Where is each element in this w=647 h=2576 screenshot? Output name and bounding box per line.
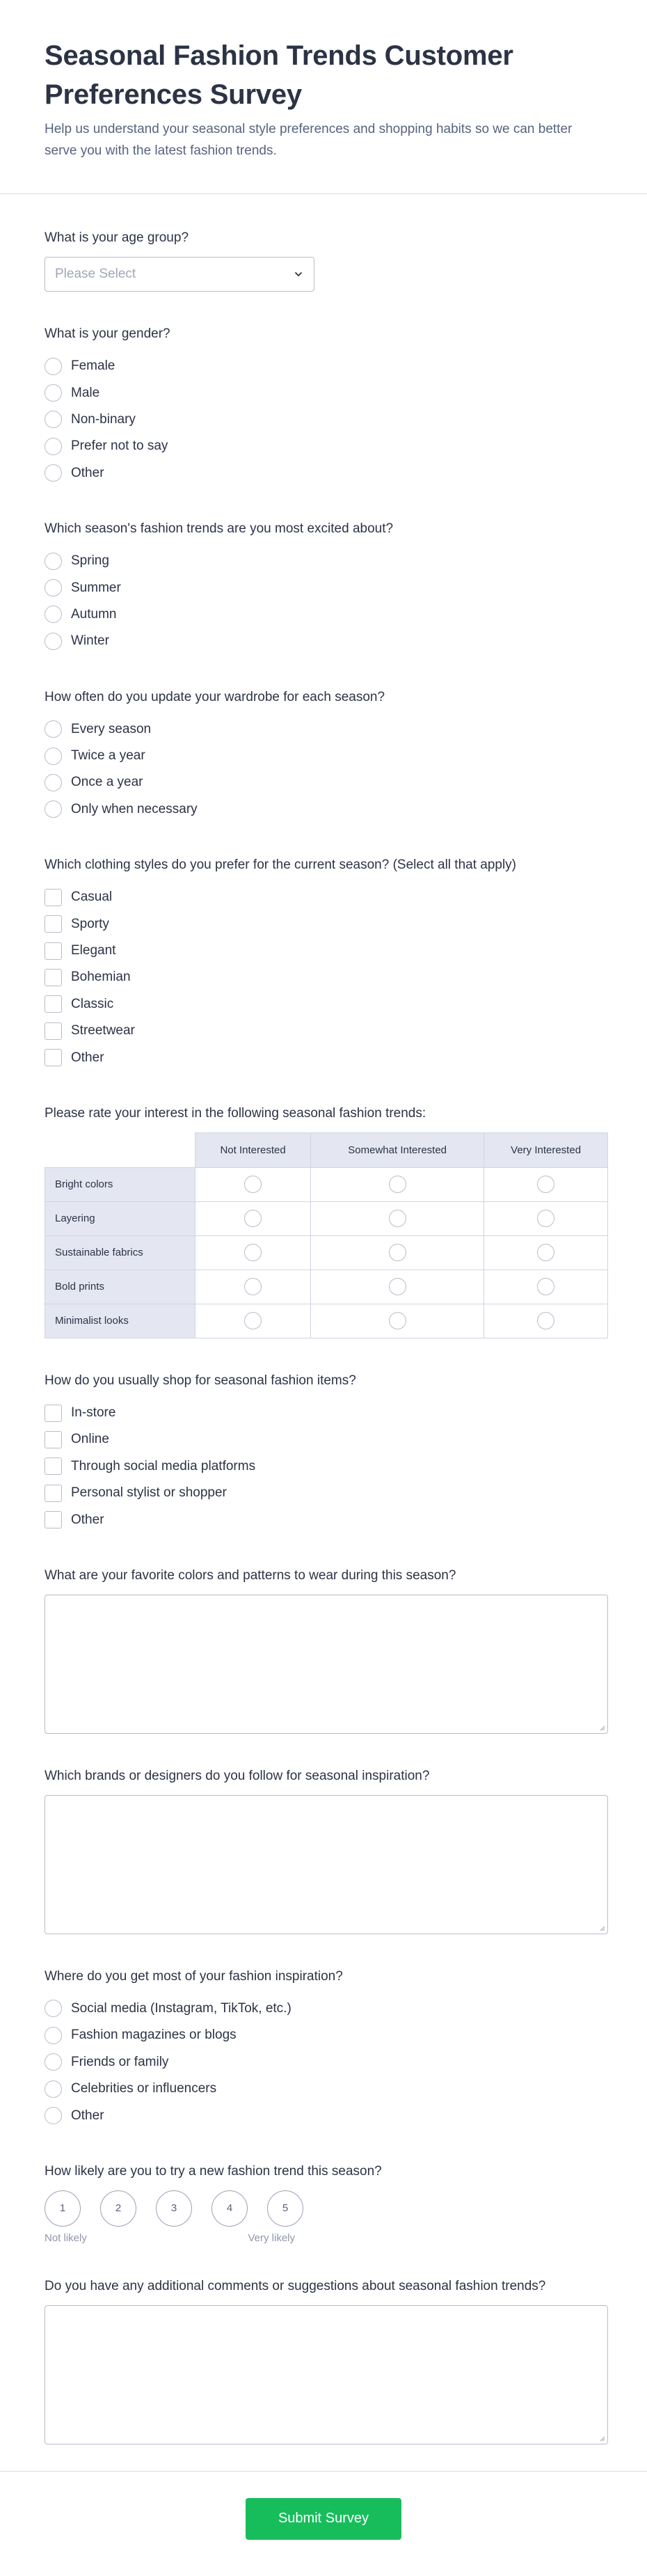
option-label: Elegant: [71, 943, 116, 958]
radio-button[interactable]: [244, 1312, 262, 1329]
question-brands: [45, 1767, 602, 1934]
radio-option[interactable]: [45, 574, 602, 601]
question-label: Which brands or designers do you follow for seasonal inspiration?: [45, 1768, 430, 1783]
radio-option[interactable]: [45, 406, 602, 433]
radio-button[interactable]: [45, 748, 62, 765]
favorite-colors-textarea[interactable]: [45, 1595, 608, 1734]
radio-button[interactable]: [244, 1244, 262, 1261]
option-label: Other: [71, 465, 104, 480]
radio-button[interactable]: [389, 1176, 406, 1193]
radio-option[interactable]: [45, 628, 602, 654]
checkbox-option[interactable]: [45, 884, 602, 910]
question-trend-interest: [45, 1105, 602, 1338]
radio-button[interactable]: [45, 384, 62, 402]
option-label: Through social media platforms: [71, 1458, 256, 1473]
checkbox[interactable]: [45, 1457, 62, 1475]
checkbox-option[interactable]: [45, 991, 602, 1018]
option-label: Summer: [71, 580, 121, 595]
radio-button[interactable]: [389, 1210, 406, 1227]
radio-button[interactable]: [45, 579, 62, 596]
checkbox[interactable]: [45, 1022, 62, 1040]
question-label: What is your gender?: [45, 326, 170, 341]
survey-header: [0, 0, 647, 194]
matrix-column-header: Somewhat Interested: [311, 1132, 484, 1167]
question-inspiration: [45, 1968, 602, 2129]
question-likelihood: [45, 2163, 602, 2244]
matrix-cell[interactable]: [311, 1304, 484, 1338]
radio-button[interactable]: [537, 1176, 554, 1193]
matrix-corner: [45, 1132, 195, 1167]
radio-button[interactable]: [45, 2053, 62, 2071]
radio-button[interactable]: [45, 438, 62, 455]
radio-button[interactable]: [45, 2080, 62, 2098]
option-label: Prefer not to say: [71, 438, 168, 454]
checkbox-option[interactable]: [45, 1018, 602, 1044]
radio-button[interactable]: [389, 1244, 406, 1261]
radio-button[interactable]: [244, 1210, 262, 1227]
radio-button[interactable]: [244, 1278, 262, 1295]
matrix-cell[interactable]: [195, 1304, 311, 1338]
radio-button[interactable]: [45, 2000, 62, 2017]
radio-button[interactable]: [389, 1278, 406, 1295]
radio-button[interactable]: [537, 1278, 554, 1295]
option-label: Non-binary: [71, 411, 136, 427]
radio-option[interactable]: [45, 379, 602, 406]
checkbox[interactable]: [45, 1485, 62, 1502]
radio-button[interactable]: [45, 800, 62, 818]
matrix-row-label: Bright colors: [45, 1167, 195, 1201]
rating-matrix: [45, 1132, 608, 1338]
option-label: Autumn: [71, 606, 117, 622]
radio-option[interactable]: [45, 1996, 602, 2022]
option-label: Winter: [71, 633, 109, 649]
question-comments: [45, 2277, 602, 2444]
scale-low-label: Not likely: [45, 2231, 87, 2244]
radio-option[interactable]: [45, 2102, 602, 2128]
form-footer: [0, 2471, 647, 2576]
checkbox-option[interactable]: [45, 1426, 602, 1453]
radio-option[interactable]: [45, 601, 602, 628]
question-clothing-styles: [45, 856, 602, 1071]
checkbox[interactable]: [45, 889, 62, 906]
scale-high-label: Very likely: [248, 2231, 295, 2244]
option-label: Female: [71, 358, 115, 374]
option-label: Casual: [71, 890, 113, 905]
question-label: How likely are you to try a new fashion trend this season?: [45, 2163, 382, 2179]
matrix-column-header: Not Interested: [195, 1132, 311, 1167]
age-group-select[interactable]: [45, 257, 314, 292]
radio-button[interactable]: [45, 633, 62, 650]
question-label: How often do you update your wardrobe for each season?: [45, 689, 385, 704]
radio-button[interactable]: [45, 553, 62, 570]
matrix-cell[interactable]: [484, 1167, 608, 1201]
option-label: Classic: [71, 996, 114, 1011]
question-favorite-colors: [45, 1567, 602, 1734]
option-label: Fashion magazines or blogs: [71, 2028, 237, 2043]
option-label: Online: [71, 1432, 109, 1447]
matrix-row-label: Minimalist looks: [45, 1304, 195, 1338]
matrix-cell[interactable]: [311, 1235, 484, 1270]
survey-form: [0, 229, 647, 2444]
radio-button[interactable]: [537, 1312, 554, 1329]
chevron-down-icon: [293, 269, 304, 280]
radio-option[interactable]: [45, 743, 602, 769]
option-label: Sporty: [71, 916, 109, 931]
option-label: Once a year: [71, 775, 143, 790]
matrix-row-label: Layering: [45, 1201, 195, 1235]
option-label: Twice a year: [71, 748, 145, 764]
comments-textarea[interactable]: [45, 2305, 608, 2444]
checkbox-option[interactable]: [45, 1480, 602, 1506]
matrix-row-label: Bold prints: [45, 1270, 195, 1304]
radio-option[interactable]: [45, 2022, 602, 2048]
radio-button[interactable]: [45, 411, 62, 428]
matrix-cell[interactable]: [484, 1235, 608, 1270]
question-label: Which season's fashion trends are you most excited about?: [45, 521, 394, 536]
matrix-cell[interactable]: [195, 1270, 311, 1304]
scale-point[interactable]: 4: [211, 2190, 248, 2227]
checkbox-option[interactable]: [45, 1506, 602, 1533]
brands-textarea[interactable]: [45, 1795, 608, 1934]
matrix-cell[interactable]: [195, 1201, 311, 1235]
radio-option[interactable]: [45, 460, 602, 487]
radio-option[interactable]: [45, 796, 602, 823]
checkbox[interactable]: [45, 1431, 62, 1448]
radio-option[interactable]: [45, 353, 602, 379]
matrix-cell[interactable]: [484, 1201, 608, 1235]
checkbox-option[interactable]: [45, 1453, 602, 1480]
matrix-row: [45, 1201, 608, 1235]
matrix-cell[interactable]: [311, 1201, 484, 1235]
radio-button[interactable]: [45, 358, 62, 375]
page-title: Seasonal Fashion Trends Customer Preferences Survey: [45, 40, 513, 110]
matrix-row: [45, 1304, 608, 1338]
question-label: What are your favorite colors and patterns to wear during this season?: [45, 1567, 456, 1583]
question-age: [45, 229, 602, 292]
question-wardrobe-frequency: [45, 688, 602, 823]
option-label: Streetwear: [71, 1023, 135, 1038]
resize-grip-icon[interactable]: [598, 1925, 605, 1931]
scale-point[interactable]: 1: [45, 2190, 81, 2227]
question-label: Where do you get most of your fashion inspiration?: [45, 1968, 343, 1984]
checkbox[interactable]: [45, 995, 62, 1013]
checkbox[interactable]: [45, 969, 62, 986]
radio-option[interactable]: [45, 716, 602, 743]
option-label: Social media (Instagram, TikTok, etc.): [71, 2000, 291, 2016]
matrix-cell[interactable]: [311, 1167, 484, 1201]
radio-button[interactable]: [45, 774, 62, 791]
question-gender: [45, 325, 602, 487]
scale-point[interactable]: 2: [100, 2190, 136, 2227]
option-label: Other: [71, 1050, 104, 1065]
checkbox-option[interactable]: [45, 910, 602, 937]
matrix-row-label: Sustainable fabrics: [45, 1235, 195, 1270]
checkbox[interactable]: [45, 1049, 62, 1066]
radio-button[interactable]: [537, 1244, 554, 1261]
question-shopping-channel: [45, 1372, 602, 1533]
radio-button[interactable]: [389, 1312, 406, 1329]
checkbox[interactable]: [45, 1511, 62, 1528]
checkbox-option[interactable]: [45, 1044, 602, 1070]
option-label: Friends or family: [71, 2054, 169, 2069]
checkbox[interactable]: [45, 942, 62, 960]
page-subtitle: Help us understand your seasonal style preferences and shopping habits so we can better serve you with the latest fashion trends.: [45, 122, 573, 158]
option-label: Bohemian: [71, 970, 131, 985]
radio-button[interactable]: [45, 720, 62, 738]
checkbox-option[interactable]: [45, 1400, 602, 1426]
matrix-cell[interactable]: [484, 1270, 608, 1304]
select-placeholder: Please Select: [55, 267, 136, 281]
submit-button[interactable]: Submit Survey: [246, 2498, 401, 2540]
matrix-cell[interactable]: [195, 1167, 311, 1201]
matrix-cell[interactable]: [484, 1304, 608, 1338]
matrix-row: [45, 1270, 608, 1304]
matrix-column-header: Very Interested: [484, 1132, 608, 1167]
question-label: Do you have any additional comments or suggestions about seasonal fashion trends?: [45, 2278, 546, 2293]
radio-button[interactable]: [45, 606, 62, 623]
option-label: Other: [71, 2108, 104, 2123]
radio-option[interactable]: [45, 548, 602, 574]
radio-button[interactable]: [45, 2027, 62, 2044]
option-label: In-store: [71, 1405, 116, 1420]
matrix-cell[interactable]: [195, 1235, 311, 1270]
matrix-row: [45, 1167, 608, 1201]
question-label: How do you usually shop for seasonal fashion items?: [45, 1373, 356, 1388]
radio-button[interactable]: [45, 2107, 62, 2124]
option-label: Personal stylist or shopper: [71, 1485, 227, 1501]
scale-point[interactable]: 5: [267, 2190, 303, 2227]
radio-button[interactable]: [537, 1210, 554, 1227]
radio-button[interactable]: [45, 464, 62, 482]
checkbox-option[interactable]: [45, 938, 602, 964]
radio-option[interactable]: [45, 2076, 602, 2102]
option-label: Celebrities or influencers: [71, 2081, 217, 2096]
scale-point[interactable]: 3: [156, 2190, 192, 2227]
question-season: [45, 520, 602, 655]
matrix-cell[interactable]: [311, 1270, 484, 1304]
option-label: Other: [71, 1512, 104, 1527]
scale-labels: [45, 2232, 295, 2244]
resize-grip-icon[interactable]: [598, 2435, 605, 2442]
likelihood-scale: [45, 2190, 602, 2227]
question-label: Please rate your interest in the following seasonal fashion trends:: [45, 1105, 426, 1121]
radio-button[interactable]: [244, 1176, 262, 1193]
radio-option[interactable]: [45, 769, 602, 796]
radio-option[interactable]: [45, 2049, 602, 2076]
resize-grip-icon[interactable]: [598, 1724, 605, 1731]
question-label: Which clothing styles do you prefer for the current season? (Select all that apply): [45, 858, 517, 873]
radio-option[interactable]: [45, 433, 602, 459]
matrix-row: [45, 1235, 608, 1270]
option-label: Every season: [71, 721, 152, 736]
option-label: Spring: [71, 553, 109, 569]
option-label: Male: [71, 385, 100, 400]
option-label: Only when necessary: [71, 801, 198, 816]
question-label: What is your age group?: [45, 230, 189, 245]
checkbox[interactable]: [45, 915, 62, 933]
checkbox-option[interactable]: [45, 964, 602, 990]
checkbox[interactable]: [45, 1405, 62, 1422]
